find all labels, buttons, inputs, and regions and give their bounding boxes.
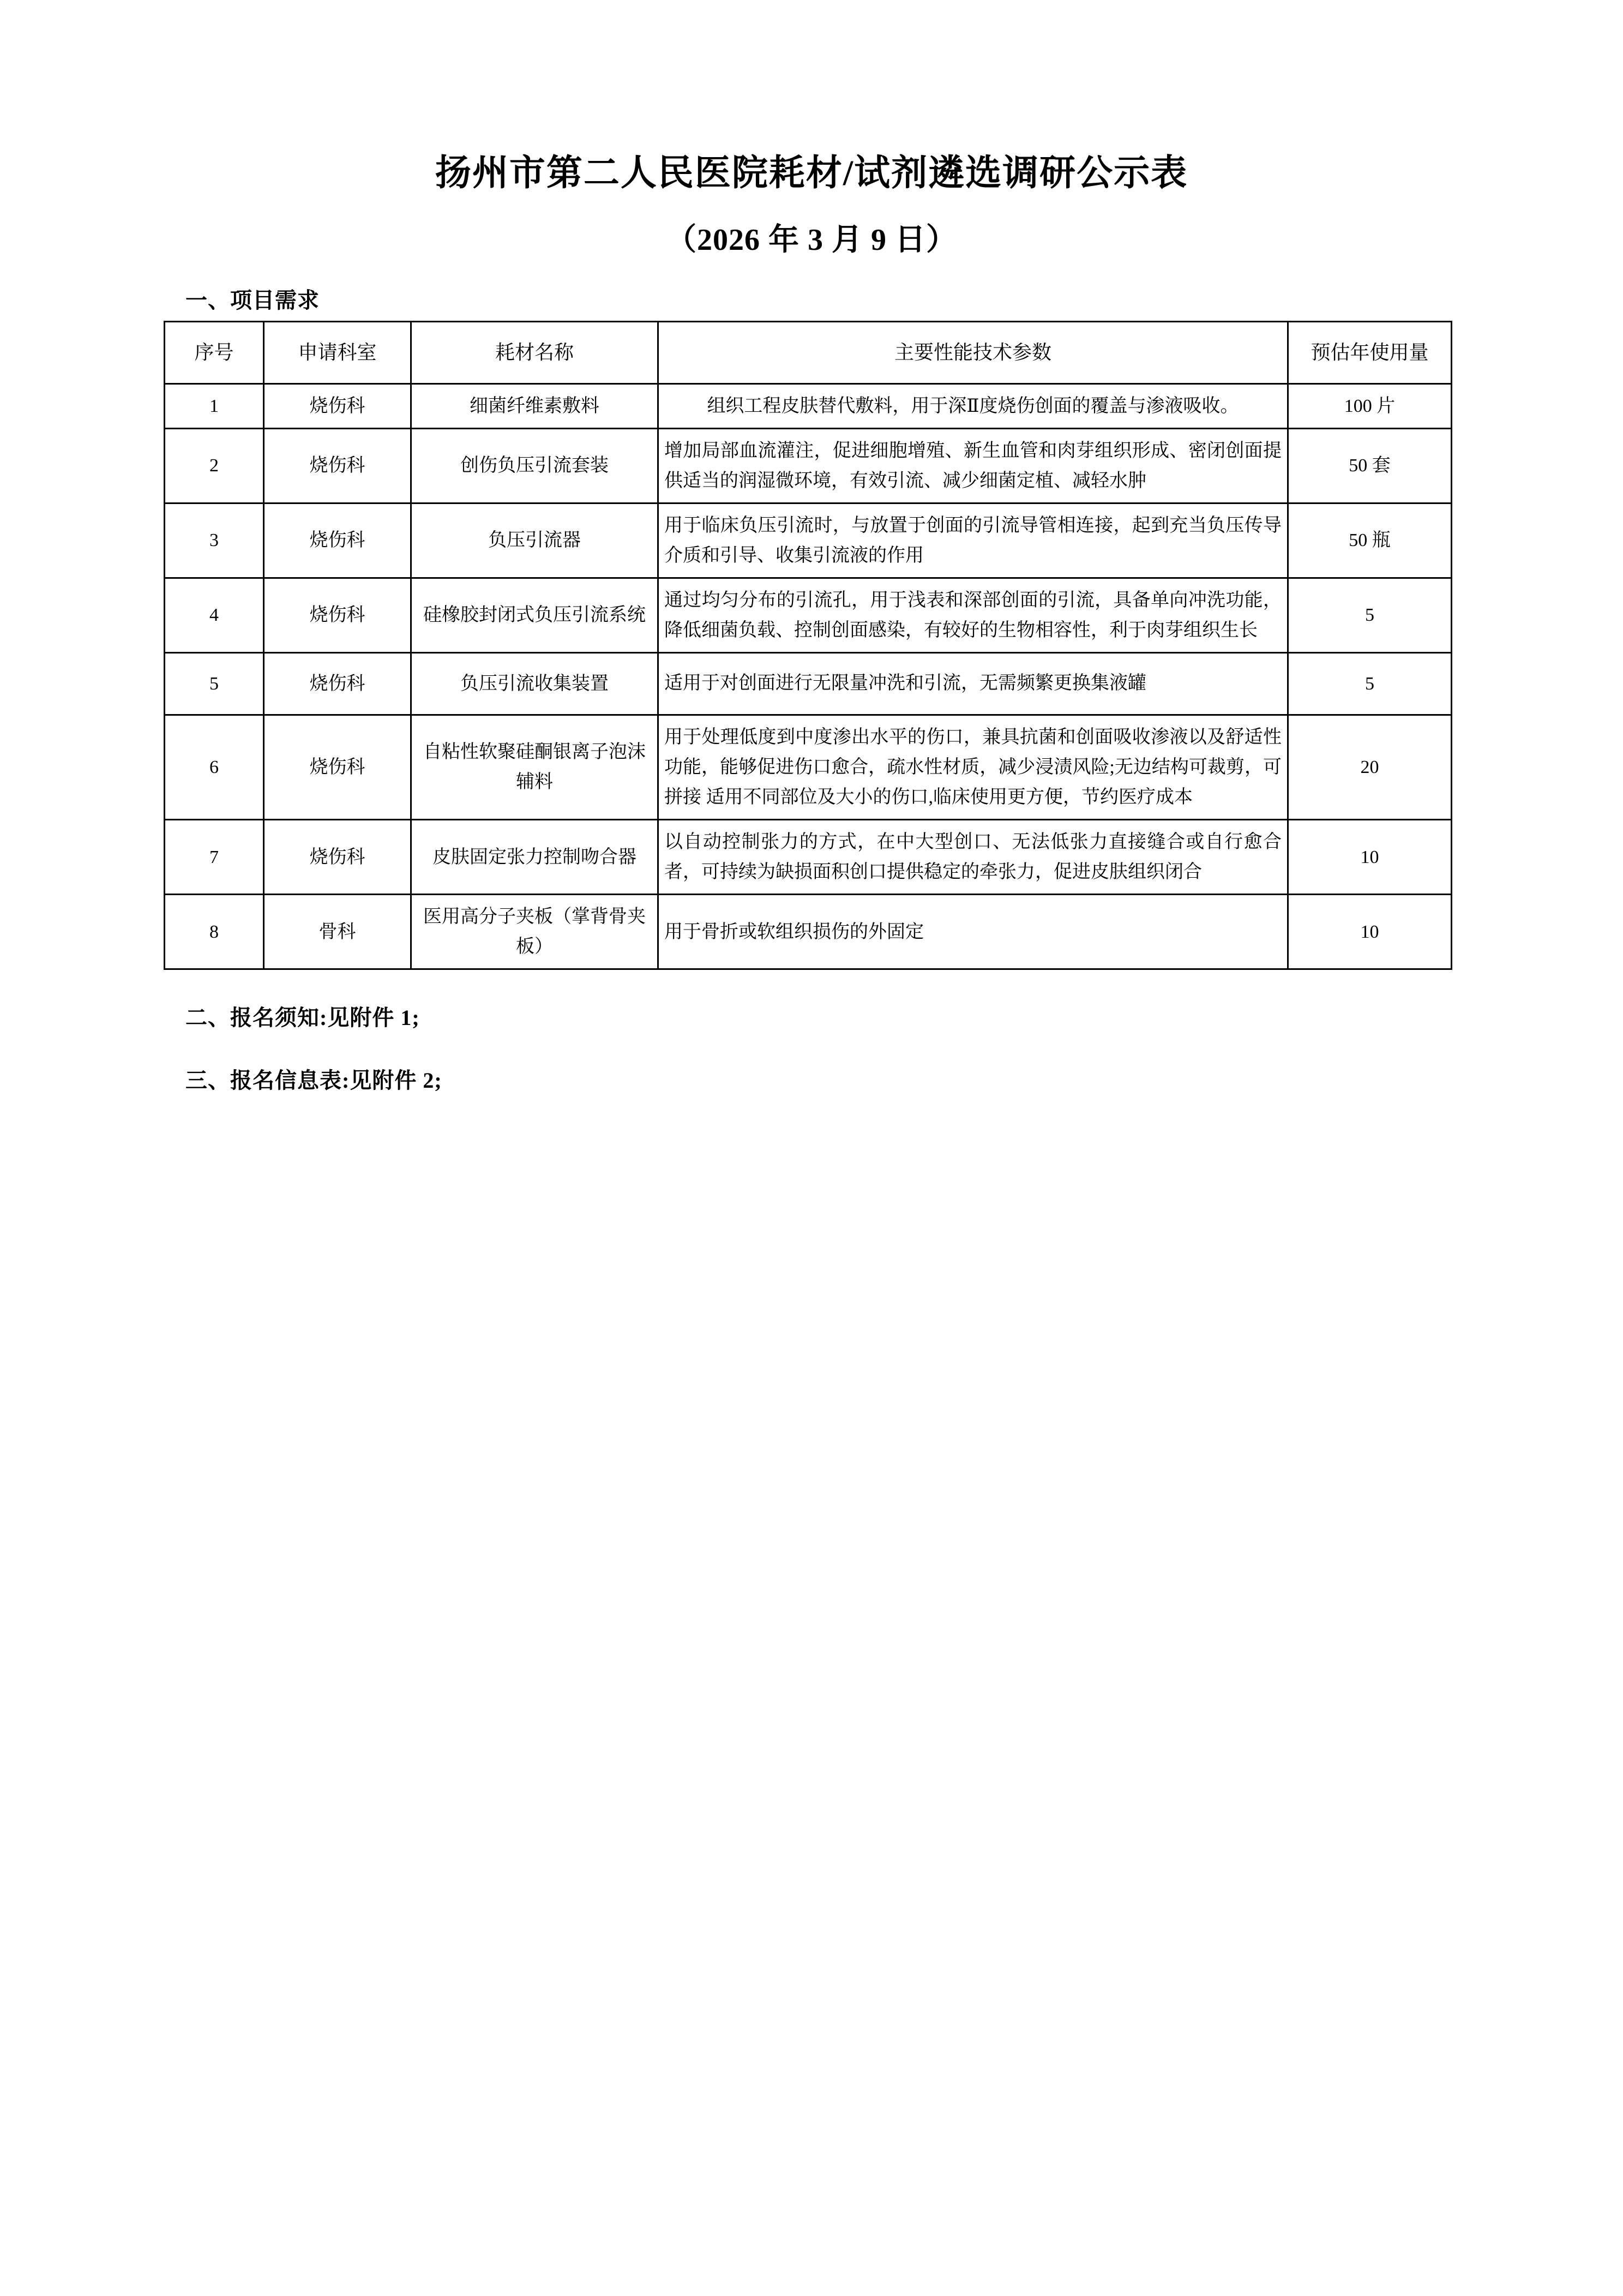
cell-material-name: 创伤负压引流套装 xyxy=(411,428,658,503)
table-row xyxy=(165,578,1452,652)
cell-department: 烧伤科 xyxy=(264,578,411,652)
cell-department: 烧伤科 xyxy=(264,383,411,428)
cell-material-name: 负压引流收集装置 xyxy=(411,653,658,715)
table-row xyxy=(165,895,1452,969)
cell-department: 烧伤科 xyxy=(264,715,411,819)
table-row xyxy=(165,653,1452,715)
cell-index: 3 xyxy=(165,503,264,578)
column-header-annual-quantity: 预估年使用量 xyxy=(1288,322,1452,383)
cell-department: 烧伤科 xyxy=(264,428,411,503)
cell-annual-quantity: 10 xyxy=(1288,819,1452,894)
column-header-specification: 主要性能技术参数 xyxy=(658,322,1288,383)
table-row xyxy=(165,428,1452,503)
cell-index: 6 xyxy=(165,715,264,819)
cell-material-name: 皮肤固定张力控制吻合器 xyxy=(411,819,658,894)
cell-specification: 用于处理低度到中度渗出水平的伤口，兼具抗菌和创面吸收渗液以及舒适性功能，能够促进伤口愈合，疏水性材质，减少浸渍风险;无边结构可裁剪，可拼接 适用不同部位及大小的伤口,临床使用更方便，节约医疗成本 xyxy=(658,715,1288,819)
document-date: （2026 年 3 月 9 日） xyxy=(666,223,957,257)
cell-material-name: 硅橡胶封闭式负压引流系统 xyxy=(411,578,658,652)
cell-specification: 以自动控制张力的方式，在中大型创口、无法低张力直接缝合或自行愈合者，可持续为缺损面积创口提供稳定的牵张力，促进皮肤组织闭合 xyxy=(658,819,1288,894)
column-header-material-name: 耗材名称 xyxy=(411,322,658,383)
cell-material-name: 细菌纤维素敷料 xyxy=(411,383,658,428)
table-header xyxy=(165,322,1452,383)
cell-index: 4 xyxy=(165,578,264,652)
cell-department: 骨科 xyxy=(264,895,411,969)
section-heading-project-requirements: 一、项目需求 xyxy=(185,288,320,313)
cell-department: 烧伤科 xyxy=(264,653,411,715)
cell-index: 5 xyxy=(165,653,264,715)
title-block xyxy=(0,0,1623,259)
cell-department: 烧伤科 xyxy=(264,503,411,578)
note-registration-instructions: 二、报名须知:见附件 1; xyxy=(185,1005,420,1030)
cell-specification: 增加局部血流灌注，促进细胞增殖、新生血管和肉芽组织形成、密闭创面提供适当的润湿微环境，有效引流、减少细菌定植、减轻水肿 xyxy=(658,428,1288,503)
page-title: 扬州市第二人民医院耗材/试剂遴选调研公示表 xyxy=(435,153,1188,193)
requirements-table-wrapper xyxy=(0,321,1623,970)
column-header-department: 申请科室 xyxy=(264,322,411,383)
cell-specification: 通过均匀分布的引流孔，用于浅表和深部创面的引流，具备单向冲洗功能，降低细菌负载、控制创面感染，有较好的生物相容性，利于肉芽组织生长 xyxy=(658,578,1288,652)
cell-index: 8 xyxy=(165,895,264,969)
table-body xyxy=(165,383,1452,969)
cell-specification: 适用于对创面进行无限量冲洗和引流，无需频繁更换集液罐 xyxy=(658,653,1288,715)
table-header-row xyxy=(165,322,1452,383)
cell-specification: 组织工程皮肤替代敷料，用于深Ⅱ度烧伤创面的覆盖与渗液吸收。 xyxy=(658,383,1288,428)
cell-index: 1 xyxy=(165,383,264,428)
cell-annual-quantity: 100 片 xyxy=(1288,383,1452,428)
cell-specification: 用于临床负压引流时，与放置于创面的引流导管相连接，起到充当负压传导介质和引导、收集引流液的作用 xyxy=(658,503,1288,578)
table-row xyxy=(165,819,1452,894)
cell-index: 2 xyxy=(165,428,264,503)
cell-annual-quantity: 50 瓶 xyxy=(1288,503,1452,578)
cell-department: 烧伤科 xyxy=(264,819,411,894)
note-registration-form: 三、报名信息表:见附件 2; xyxy=(185,1068,442,1093)
cell-material-name: 自粘性软聚硅酮银离子泡沫辅料 xyxy=(411,715,658,819)
cell-annual-quantity: 5 xyxy=(1288,578,1452,652)
cell-index: 7 xyxy=(165,819,264,894)
table-row xyxy=(165,715,1452,819)
column-header-index: 序号 xyxy=(165,322,264,383)
requirements-table xyxy=(164,321,1452,970)
cell-annual-quantity: 50 套 xyxy=(1288,428,1452,503)
table-row xyxy=(165,383,1452,428)
table-row xyxy=(165,503,1452,578)
footer-notes xyxy=(0,970,1623,1126)
cell-annual-quantity: 20 xyxy=(1288,715,1452,819)
cell-annual-quantity: 5 xyxy=(1288,653,1452,715)
cell-material-name: 负压引流器 xyxy=(411,503,658,578)
cell-material-name: 医用高分子夹板（掌背骨夹板） xyxy=(411,895,658,969)
cell-specification: 用于骨折或软组织损伤的外固定 xyxy=(658,895,1288,969)
cell-annual-quantity: 10 xyxy=(1288,895,1452,969)
